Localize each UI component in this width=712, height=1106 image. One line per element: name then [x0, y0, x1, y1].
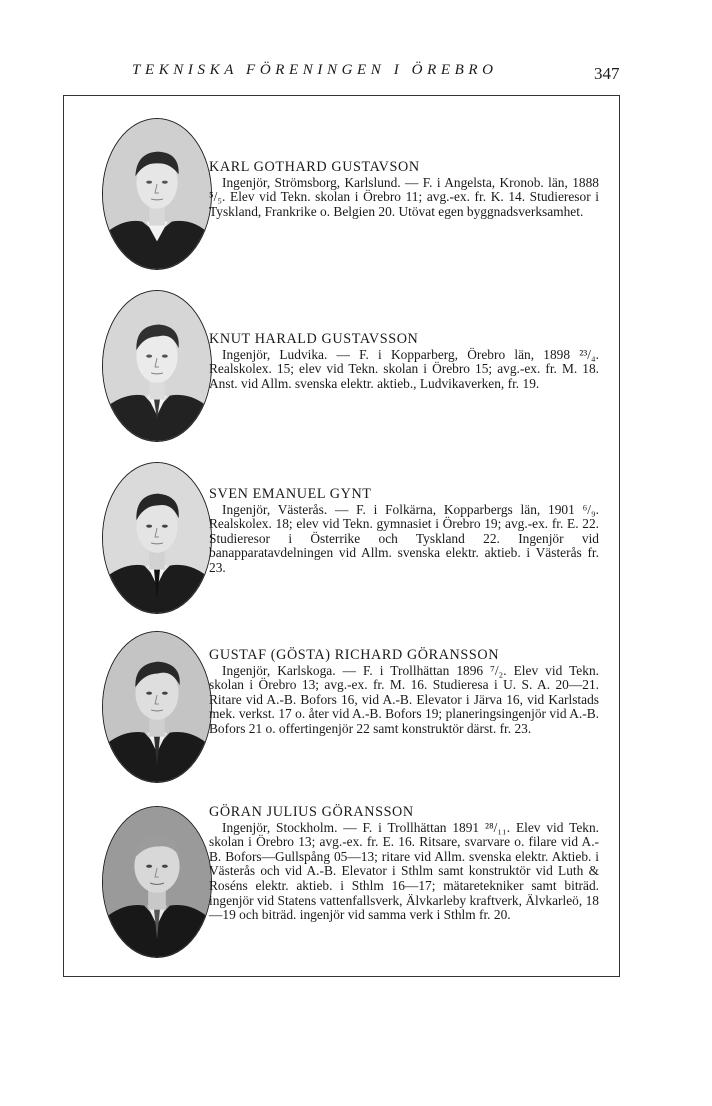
- person-name: KARL GOTHARD GUSTAVSON: [209, 159, 420, 175]
- person-name: SVEN EMANUEL GYNT: [209, 486, 372, 502]
- portrait-photo: [102, 631, 212, 783]
- person-biography: Ingenjör, Karlskoga. — F. i Trollhättan 1896 ⁷/₂. Elev vid Tekn. skolan i Örebro 13; avg.-ex. fr. M. 16. Studieresa i U. S. A. 20—21. Ritare vid A.-B. Bofors 16, vid A.-B. Elevator i Järva 16, vid Karlstads mek. verkst. 17 o. åter vid A.-B. Bofors 19; planeringsingenjör vid A.-B. Bofors 21 o. offertingenjör 22 samt konstruktör därst. fr. 23.: [209, 662, 599, 736]
- person-biography: Ingenjör, Ludvika. — F. i Kopparberg, Örebro län, 1898 ²³/₄. Realskolex. 15; elev vid Tekn. skolan i Örebro 15; avg.-ex. fr. M. 18. Anst. vid Allm. svenska elektr. aktieb., Ludvikaverken, fr. 19.: [209, 346, 599, 391]
- person-name: GUSTAF (GÖSTA) RICHARD GÖRANSSON: [209, 647, 500, 663]
- person-biography: Ingenjör, Västerås. — F. i Folkärna, Kopparbergs län, 1901 ⁶/₉. Realskolex. 18; elev vid Tekn. gymnasiet i Örebro 19; avg.-ex. fr. E. 22. Studieresor i Österrike och Tyskland 22. Ingenjör vid banapparatavdelningen vid Allm. svenska elektr. aktieb. i Västerås fr. 23.: [209, 501, 599, 575]
- running-title: TEKNISKA FÖRENINGEN I ÖREBRO: [132, 62, 498, 78]
- person-name: GÖRAN JULIUS GÖRANSSON: [209, 804, 414, 820]
- entries-frame: [63, 95, 620, 977]
- page-number: 347: [594, 64, 620, 83]
- portrait-photo: [102, 806, 212, 958]
- portrait-photo: [102, 462, 212, 614]
- person-name: KNUT HARALD GUSTAVSSON: [209, 331, 419, 347]
- person-biography: Ingenjör, Strömsborg, Karlslund. — F. i Angelsta, Kronob. län, 1888 ⁵/₅. Elev vid Tekn. skolan i Örebro 11; avg.-ex. fr. K. 14. Studieresor i Tyskland, Frankrike o. Belgien 20. Utövat egen byggnadsverksamhet.: [209, 174, 599, 219]
- portrait-photo: [102, 290, 212, 442]
- person-biography: Ingenjör, Stockholm. — F. i Trollhättan 1891 ²⁸/₁₁. Elev vid Tekn. skolan i Örebro 13; avg.-ex. fr. E. 16. Ritsare, svarvare o. filare vid A.-B. Bofors—Gullspång 05—13; ritare vid Allm. svenska elektr. Aktieb. i Västerås och vid A.-B. Elevator i Sthlm samt konstruktör vid Luth & Roséns elektr. aktieb. i Sthlm 16—17; mätaretekniker samt biträd. ingenjör vid Statens vattenfallsverk, Älvkarleby kraftverk, Älvkarleö, 18—19 och biträd. ingenjör vid samma verk i Sthlm fr. 20.: [209, 819, 599, 923]
- portrait-photo: [102, 118, 212, 270]
